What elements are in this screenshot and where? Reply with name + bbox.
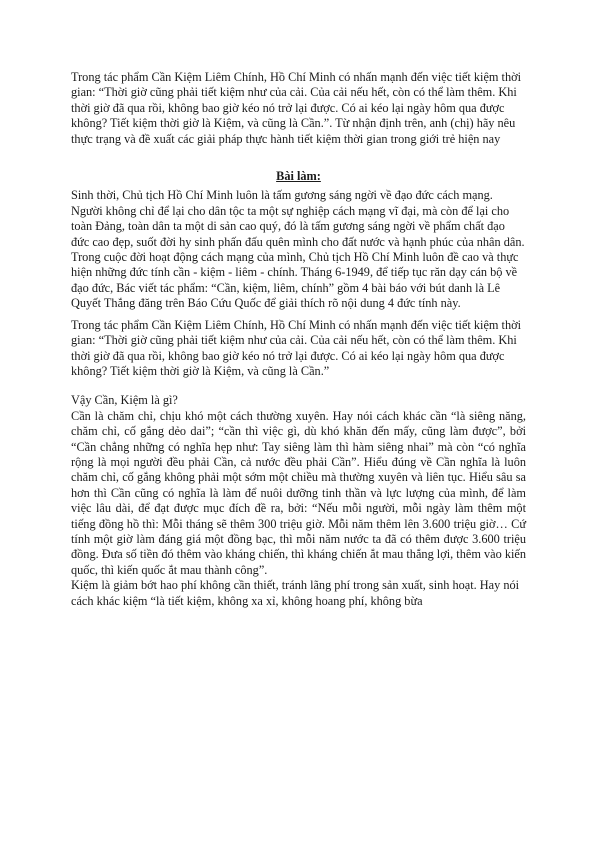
- body-paragraph-can: Cần là chăm chỉ, chịu khó một cách thường xuyên. Hay nói cách khác cần “là siêng năng, chăm chỉ, cố gắng dẻo dai”; “cần thì việc gì, dù khó khăn đến mấy, cũng làm được”, bởi “Cần chẳng những có nghĩa hẹp như: Tay siêng làm thì hàm siêng nhai” mà còn “có nghĩa rộng là mọi người đều phải Cần, cả nước đều phải Cần”. Hiểu đúng về Cần nghĩa là luôn chăm chỉ, cố gắng không phải một sớm một chiều mà thường xuyên và liên tục. Hiểu sâu sa hơn thì Cần cũng có nghĩa là làm để nuôi dưỡng tinh thần và lực lượng của mình, để làm việc lâu dài, để đạt được mục đích đề ra, bởi: “Nếu mỗi người, mỗi ngày làm thêm một tiếng đồng hồ thì: Mỗi tháng sẽ thêm 300 triệu giờ. Mỗi năm thêm lên 3.600 triệu giờ… Cứ tính một giờ làm đáng giá một đồng bạc, thì mỗi năm nước ta đã có thêm được 3.600 triệu đồng. Đưa số tiền đó thêm vào kháng chiến, thì kháng chiến ắt mau thắng lợi, thêm vào kiến quốc, thì kiến quốc ắt mau thành công”.: [71, 408, 526, 577]
- essay-prompt: Trong tác phẩm Cần Kiệm Liêm Chính, Hồ Chí Minh có nhấn mạnh đến việc tiết kiệm thời gian: “Thời giờ cũng phải tiết kiệm như của cải. Của cải nếu hết, còn có thể làm thêm. Khi thời giờ đã qua rồi, không bao giờ kéo nó trở lại được. Có ai kéo lại ngày hôm qua được không? Tiết kiệm thời giờ là Kiệm, và cũng là Cần.”. Từ nhận định trên, anh (chị) hãy nêu thực trạng và đề xuất các giải pháp thực hành tiết kiệm thời gian trong giới trẻ hiện nay: [71, 70, 522, 146]
- answer-heading: Bài làm:: [276, 169, 321, 184]
- document-page: [71, 70, 526, 609]
- body-paragraph-quote: Trong tác phẩm Cần Kiệm Liêm Chính, Hồ Chí Minh có nhấn mạnh đến việc tiết kiệm thời gian: “Thời giờ cũng phải tiết kiệm như của cải. Của cải nếu hết, còn có thể làm thêm. Khi thời giờ đã qua rồi, không bao giờ kéo nó trở lại được. Có ai kéo lại ngày hôm qua được không? Tiết kiệm thời giờ là Kiệm, và cũng là Cần.”: [71, 317, 522, 378]
- body-paragraph-kiem: Kiệm là giảm bớt hao phí không cần thiết, tránh lãng phí trong sản xuất, sinh hoạt. Hay nói cách khác kiệm “là tiết kiệm, không xa xỉ, không hoang phí, không bừa: [71, 578, 520, 608]
- body-paragraph-question: Vậy Cần, Kiệm là gì?: [71, 393, 178, 408]
- body-paragraph-intro: Sinh thời, Chủ tịch Hồ Chí Minh luôn là tấm gương sáng ngời về đạo đức cách mạng. Người không chỉ để lại cho dân tộc ta một sự nghiệp cách mạng vĩ đại, mà còn để lại cho toàn Đảng, toàn dân ta một di sản cao quý, đó là tấm gương sáng ngời về phẩm chất đạo đức cao đẹp, suốt đời hy sinh phấn đấu quên mình cho đất nước và hạnh phúc của nhân dân. Trong cuộc đời hoạt động cách mạng của mình, Chủ tịch Hồ Chí Minh luôn đề cao và thực hiện những đức tính cần - kiệm - liêm - chính. Tháng 6-1949, để tiếp tục răn dạy cán bộ về đạo đức, Bác viết tác phẩm: “Cần, kiệm, liêm, chính” gồm 4 bài báo với bút danh là Lê Quyết Thắng đăng trên Báo Cứu Quốc để giải thích rõ nội dung 4 đức tính này.: [71, 188, 525, 311]
